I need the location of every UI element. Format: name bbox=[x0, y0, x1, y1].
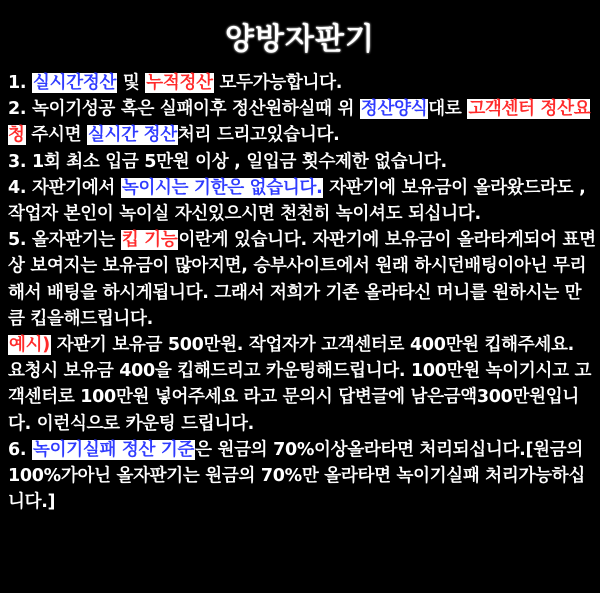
notice-item-7 bbox=[8, 437, 596, 516]
body-text: 3. 1회 최소 입금 5만원 이상 , 일입금 횟수제한 없습니다. bbox=[8, 151, 447, 172]
highlighted-text: 킵 기능 bbox=[121, 230, 178, 251]
notice-item-6 bbox=[8, 332, 596, 437]
highlighted-text: 녹이시는 기한은 없습니다. bbox=[121, 177, 323, 198]
notice-item-5 bbox=[8, 227, 596, 332]
body-text: 1. bbox=[8, 73, 33, 93]
body-text: 2. 녹이기성공 혹은 실패이후 정산원하실때 위 bbox=[8, 99, 360, 120]
notice-item-1 bbox=[8, 70, 596, 96]
body-text: 5. 올자판기는 bbox=[8, 230, 121, 251]
highlighted-text: 정산양식 bbox=[360, 99, 428, 120]
body-text: 4. 자판기에서 bbox=[8, 177, 121, 198]
highlighted-text: 누적정산 bbox=[146, 73, 213, 93]
highlighted-text: 실시간 정산 bbox=[88, 125, 177, 146]
body-text: 자판기 보유금 500만원. 작업자가 고객센터로 400만원 킵해주세요. 요청시 보유금 400을 킵해드리고 카운팅해드립니다. 100만원 녹이기시고 고객센터로 100만원 넣어주세요 라고 문의시 답변글에 남은금액300만원입니다. 이런식으로 카운팅 드립니다. bbox=[8, 335, 592, 434]
page-title: 양방자판기 bbox=[225, 22, 375, 57]
body-text: 및 bbox=[117, 73, 146, 93]
highlighted-text: 예시) bbox=[9, 335, 50, 356]
body-text: 모두가능합니다. bbox=[213, 73, 343, 93]
body-text: 대로 bbox=[428, 99, 468, 120]
body-text: 처리 드리고있습니다. bbox=[177, 125, 340, 146]
highlighted-text: 고객센터 정산요청 bbox=[8, 99, 591, 146]
body-text: 6. bbox=[8, 439, 33, 460]
body-text: 은 원금의 70%이상올라타면 처리되십니다.[원금의 100%가아닌 올자판기는 원금의 70%만 올라타면 녹이기실패 처리가능하십니다.] bbox=[8, 439, 585, 513]
highlighted-text: 실시간정산 bbox=[33, 73, 117, 93]
notice-content bbox=[8, 70, 596, 515]
body-text: 주시면 bbox=[25, 125, 88, 146]
highlighted-text: 녹이기실패 정산 기준 bbox=[33, 439, 195, 460]
body-text: 자판기에 보유금이 올라왔드라도 , 작업자 본인이 녹이실 자신있으시면 천천히 녹이셔도 되십니다. bbox=[8, 177, 586, 225]
notice-item-4 bbox=[8, 175, 596, 227]
body-text: 이란게 있습니다. 자판기에 보유금이 올라타게되어 표면상 보여지는 보유금이 많아지면, 승부사이트에서 원래 하시던배팅이아닌 무리해서 배팅을 하시게됩니다. 그래서 저희가 기존 올라타신 머니를 원하시는 만큼 킵을해드립니다. bbox=[8, 230, 596, 329]
notice-item-3 bbox=[8, 149, 596, 175]
notice-item-2 bbox=[8, 96, 596, 148]
